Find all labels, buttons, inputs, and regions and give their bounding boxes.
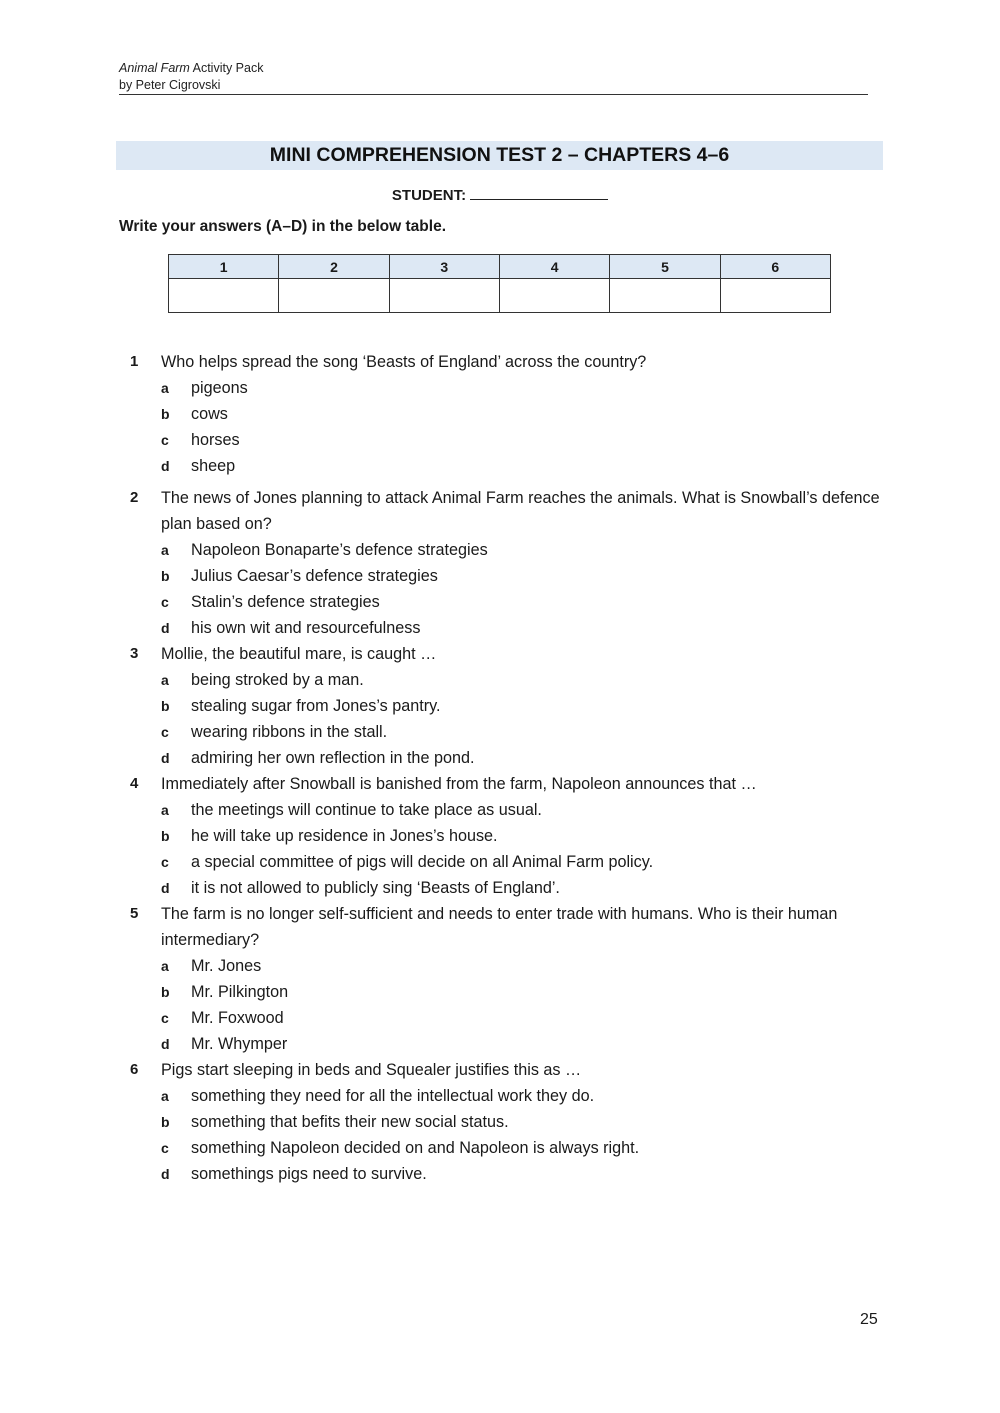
option [126,563,886,589]
answer-header-2: 2 [279,255,389,279]
question-text: Mollie, the beautiful mare, is caught … [161,645,437,663]
option-text: horses [191,431,240,449]
student-line [0,185,1000,206]
option-text: cows [191,405,228,423]
option-text: pigeons [191,379,248,397]
option [126,375,886,401]
answer-cell-3[interactable] [389,279,499,313]
question-text: Pigs start sleeping in beds and Squealer justifies this as … [161,1061,582,1079]
option-letter: c [161,1140,169,1156]
option-letter: a [161,958,169,974]
option-text: Mr. Pilkington [191,983,289,1001]
option-text: stealing sugar from Jones’s pantry. [191,697,441,715]
option [126,823,886,849]
option-text: his own wit and resourcefulness [191,619,421,637]
answer-cell-4[interactable] [499,279,609,313]
option [126,875,886,901]
option [126,427,886,453]
instruction-text: Write your answers (A–D) in the below table. [119,218,446,235]
question-number: 4 [130,775,139,792]
answer-header-5: 5 [610,255,720,279]
option-text: somethings pigs need to survive. [191,1165,427,1183]
header-title-line [119,60,868,77]
option [126,615,886,641]
option-text: Stalin’s defence strategies [191,593,380,611]
answer-table [168,254,831,313]
option-text: a special committee of pigs will decide on all Animal Farm policy. [191,853,654,871]
option-letter: d [161,620,170,636]
option-text: Julius Caesar’s defence strategies [191,567,438,585]
option [126,667,886,693]
option-letter: d [161,750,170,766]
option-text: admiring her own reflection in the pond. [191,749,475,767]
option-letter: d [161,458,170,474]
question-text: Who helps spread the song ‘Beasts of England’ across the country? [161,353,647,371]
answer-header-6: 6 [720,255,830,279]
option-text: Mr. Foxwood [191,1009,284,1027]
option-letter: d [161,880,170,896]
option-letter: b [161,406,170,422]
option [126,1083,886,1109]
question-3 [126,641,886,771]
question-list [126,349,886,1187]
option [126,797,886,823]
option-letter: d [161,1166,170,1182]
option-letter: b [161,568,170,584]
option [126,693,886,719]
answer-cell-2[interactable] [279,279,389,313]
option-text: being stroked by a man. [191,671,364,689]
question-6 [126,1057,886,1187]
question-number: 6 [130,1061,139,1078]
question-number: 5 [130,905,139,922]
option [126,953,886,979]
pack-label: Activity Pack [189,61,264,75]
question-1 [126,349,886,479]
option-letter: c [161,854,169,870]
option [126,401,886,427]
option-text: it is not allowed to publicly sing ‘Beasts of England’. [191,879,560,897]
option-letter: a [161,380,169,396]
answer-table-input-row [169,279,831,313]
option-text: something they need for all the intellectual work they do. [191,1087,595,1105]
question-number: 2 [130,489,139,506]
option [126,979,886,1005]
student-label: STUDENT: [391,187,467,204]
answer-cell-1[interactable] [169,279,279,313]
option [126,453,886,479]
option-letter: b [161,698,170,714]
test-title: MINI COMPREHENSION TEST 2 – CHAPTERS 4–6 [116,141,883,170]
option-letter: b [161,1114,170,1130]
question-text: Immediately after Snowball is banished from the farm, Napoleon announces that … [161,775,757,793]
question-text: The news of Jones planning to attack Animal Farm reaches the animals. What is Snowball’s defence plan based on? [161,489,880,533]
answer-cell-5[interactable] [610,279,720,313]
question-2 [126,485,886,641]
page-header [119,60,868,95]
option-text: wearing ribbons in the stall. [191,723,388,741]
option [126,537,886,563]
option [126,1031,886,1057]
option [126,1161,886,1187]
answer-header-3: 3 [389,255,499,279]
header-author: by Peter Cigrovski [119,78,221,92]
option [126,745,886,771]
answer-table-header-row [169,255,831,279]
answer-header-1: 1 [169,255,279,279]
answer-cell-6[interactable] [720,279,830,313]
option-letter: a [161,542,169,558]
option [126,1109,886,1135]
option-text: Napoleon Bonaparte’s defence strategies [191,541,488,559]
option-letter: b [161,984,170,1000]
option [126,719,886,745]
question-number: 3 [130,645,139,662]
question-number: 1 [130,353,139,370]
option-letter: c [161,432,169,448]
question-5 [126,901,886,1057]
option-letter: a [161,802,169,818]
answer-header-4: 4 [499,255,609,279]
option [126,1135,886,1161]
option-letter: c [161,1010,169,1026]
option-text: something Napoleon decided on and Napoleon is always right. [191,1139,640,1157]
option-letter: c [161,724,169,740]
student-name-blank[interactable] [470,185,608,200]
option-text: Mr. Whymper [191,1035,288,1053]
book-title: Animal Farm [119,61,190,75]
option [126,589,886,615]
option-letter: a [161,1088,169,1104]
option-text: sheep [191,457,236,475]
option-letter: d [161,1036,170,1052]
option [126,849,886,875]
question-4 [126,771,886,901]
option-text: the meetings will continue to take place as usual. [191,801,542,819]
option [126,1005,886,1031]
option-letter: b [161,828,170,844]
question-text: The farm is no longer self-sufficient and needs to enter trade with humans. Who is their human intermediary? [161,905,838,949]
option-letter: c [161,594,169,610]
option-text: something that befits their new social status. [191,1113,509,1131]
option-letter: a [161,672,169,688]
option-text: he will take up residence in Jones’s house. [191,827,498,845]
page-number: 25 [860,1311,878,1328]
option-text: Mr. Jones [191,957,262,975]
